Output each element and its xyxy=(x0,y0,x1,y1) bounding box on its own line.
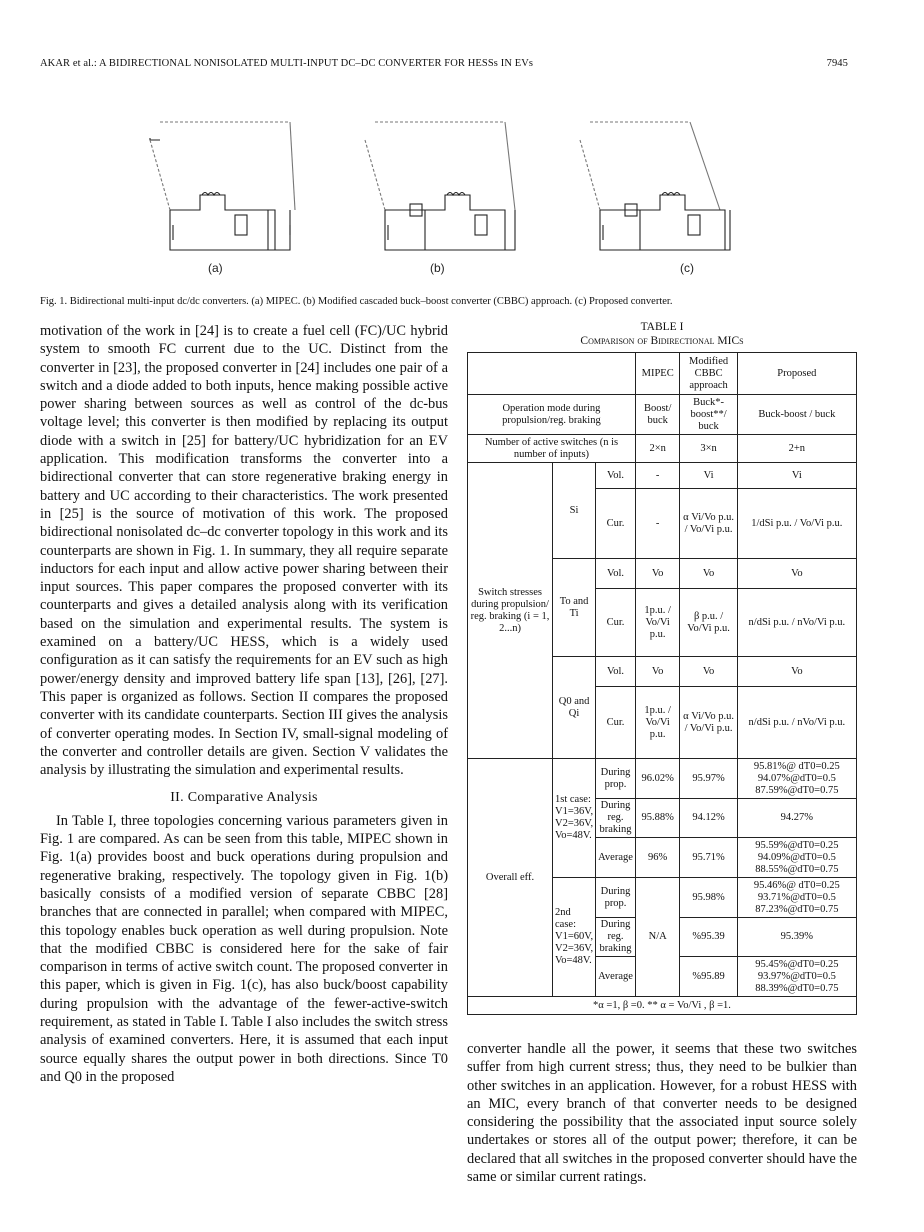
table-cell: β p.u. / Vo/Vi p.u. xyxy=(680,589,737,657)
table-cell: 95.88% xyxy=(635,799,680,838)
table-cell: Cur. xyxy=(596,489,636,559)
table-cell: 95.81%@ dT0=0.25 94.07%@dT0=0.5 87.59%@dT0=0.75 xyxy=(737,759,856,799)
right-column-text xyxy=(467,1040,857,1186)
table-cell: %95.89 xyxy=(680,957,737,997)
table-cell: 95.97% xyxy=(680,759,737,799)
table-cell: α Vi/Vo p.u. / Vo/Vi p.u. xyxy=(680,687,737,759)
table-cell: 95.59%@dT0=0.25 94.09%@dT0=0.5 88.55%@dT0=0.75 xyxy=(737,838,856,878)
paragraph-1: motivation of the work in [24] is to create a fuel cell (FC)/UC hybrid system to smooth FC current due to the UC. Distinct from the converter in [23], the proposed converter in [24] includes one pair of a switch and a diode added to both inputs, hence making possible active power sharing between sources as well as control of the dc-bus voltage level; this converter is then modified by replacing its output diode with a switch in [25] for battery/UC hybridization for an EV application. This modification transforms the converter into a bidirectional converter that can store regenerative braking energy in battery and UC according to their characteristics. The work presented in [25] is the source of motivation of this work. The proposed bidirectional nonisolated dc–dc converter topology in this work and its counterparts are shown in Fig. 1. In summary, they all require separate inductors for each input and allow active power sharing between their input sources. This paper compares the proposed converter with its counterparts and gives a detailed analysis along with its verification based on the simulation and experimental results. The system is examined on a battery/UC HESS, which is a widely used configuration as it can satisfy the requirements for an EV such as high power/energy density and improved battery life span [13], [26], [27]. This paper is organized as follows. Section II compares the proposed converter with its candidate counterparts. Section III gives the analysis of converter operating modes. In Section IV, small-signal modeling of the converter and controller details are given. Section V validates the analysis by illustrating the simulation and experimental results. xyxy=(40,323,448,779)
to-label: To and Ti xyxy=(553,559,596,657)
table-cell: Vo xyxy=(635,559,680,589)
table-cell: Boost/ buck xyxy=(635,395,680,435)
si-label: Si xyxy=(553,463,596,559)
table-cell: N/A xyxy=(635,878,680,997)
table-cell: 95.71% xyxy=(680,838,737,878)
table-cell: Vi xyxy=(737,463,856,489)
table-cell: %95.39 xyxy=(680,918,737,957)
table-footnote: *α =1, β =0. ** α = Vo/Vi , β =1. xyxy=(468,997,857,1015)
running-header xyxy=(40,58,848,69)
circuit-a xyxy=(150,122,295,250)
comparison-table xyxy=(467,352,857,1015)
paragraph-3: converter handle all the power, it seems that these two switches suffer from high current stress; thus, they need to be bulkier than other switches in an application. However, for a robust HESS with an MIC, every branch of that converter needs to be designed considering the possibility that the associated input source solely undertakes or stores all of the output power; therefore, it can be declared that all switches in the proposed converter should have the same or similar current ratings. xyxy=(467,1041,857,1186)
table-cell: 96% xyxy=(635,838,680,878)
q0-label: Q0 and Qi xyxy=(553,657,596,759)
eff-label: Overall eff. xyxy=(468,759,553,997)
table-cell: Cur. xyxy=(596,589,636,657)
table-cell: 94.27% xyxy=(737,799,856,838)
table-cell: α Vi/Vo p.u. / Vo/Vi p.u. xyxy=(680,489,737,559)
paragraph-2: In Table I, three topologies concerning various parameters given in Fig. 1 are compared. As can be seen from this table, MIPEC shown in Fig. 1(a) provides boost and buck operations during propulsion and regenerative braking, respectively. The topology given in Fig. 1(b) basically consists of a modified version of separate CBBC [28] branches that are connected in parallel; when compared with MIPEC, this topology enables buck operation as well during propulsion. Note that the modified CBBC is considered here for the sake of fair comparison in terms of active switch count. The proposed converter in this paper, which is given in Fig. 1(c), has also buck/boost capability during propulsion with the advantage of the fewer-active-switch requirement, as stated in Table I. Table I also includes the switch stress analysis of examined converters. Here, it is assumed that each input source equally shares the output power in both directions. Since T0 and Q0 in the proposed xyxy=(40,812,448,1085)
table-cell: 95.46%@ dT0=0.25 93.71%@dT0=0.5 87.23%@dT0=0.75 xyxy=(737,878,856,918)
table-cell: Average xyxy=(596,838,636,878)
figure-1-circuits xyxy=(140,100,780,280)
table-cell: Buck*- boost**/ buck xyxy=(680,395,737,435)
circuit-b xyxy=(365,122,515,250)
panel-b-label: (b) xyxy=(430,261,445,275)
table-cell: Vol. xyxy=(596,463,636,489)
col-cbbc: Modified CBBC approach xyxy=(680,353,737,395)
col-mipec: MIPEC xyxy=(635,353,680,395)
header-title: AKAR et al.: A BIDIRECTIONAL NONISOLATED MULTI-INPUT DC–DC CONVERTER FOR HESSs IN EVs xyxy=(40,58,534,69)
table-cell: During reg. braking xyxy=(596,918,636,957)
circuit-c xyxy=(580,122,730,250)
table-cell: 96.02% xyxy=(635,759,680,799)
table-cell: 3×n xyxy=(680,435,737,463)
table-cell: Vol. xyxy=(596,657,636,687)
table-cell: Vo xyxy=(635,657,680,687)
panel-a-label: (a) xyxy=(208,261,223,275)
table-cell: Vo xyxy=(737,559,856,589)
table-cell: During prop. xyxy=(596,759,636,799)
table-cell: 2×n xyxy=(635,435,680,463)
table-cell: Vi xyxy=(680,463,737,489)
table-cell: Buck-boost / buck xyxy=(737,395,856,435)
table-cell: Vo xyxy=(737,657,856,687)
table-caption xyxy=(467,320,857,348)
figure-caption: Fig. 1. Bidirectional multi-input dc/dc converters. (a) MIPEC. (b) Modified cascaded buck–boost converter (CBBC) approach. (c) Proposed converter. xyxy=(40,296,673,307)
page-number: 7945 xyxy=(826,58,848,69)
panel-c-label: (c) xyxy=(680,261,694,275)
nsw-label: Number of active switches (n is number of inputs) xyxy=(468,435,636,463)
op-mode-label: Operation mode during propulsion/reg. braking xyxy=(468,395,636,435)
section-heading: II. Comparative Analysis xyxy=(170,790,318,806)
table-cell: Average xyxy=(596,957,636,997)
table-cell: 95.98% xyxy=(680,878,737,918)
table-cell: - xyxy=(635,489,680,559)
table-title: TABLE I xyxy=(640,321,684,333)
table-cell: 95.39% xyxy=(737,918,856,957)
table-cell: Vo xyxy=(680,657,737,687)
case2-label: 2nd case: V1=60V, V2=36V, Vo=48V. xyxy=(553,878,596,997)
table-cell: Cur. xyxy=(596,687,636,759)
table-cell: During prop. xyxy=(596,878,636,918)
table-cell: 1/dSi p.u. / Vo/Vi p.u. xyxy=(737,489,856,559)
table-cell: n/dSi p.u. / nVo/Vi p.u. xyxy=(737,589,856,657)
table-cell: 95.45%@dT0=0.25 93.97%@dT0=0.5 88.39%@dT0=0.75 xyxy=(737,957,856,997)
table-cell: n/dSi p.u. / nVo/Vi p.u. xyxy=(737,687,856,759)
case1-label: 1st case: V1=36V, V2=36V, Vo=48V. xyxy=(553,759,596,878)
table-cell: Vol. xyxy=(596,559,636,589)
stress-label: Switch stresses during propulsion/ reg. braking (i = 1, 2...n) xyxy=(468,463,553,759)
table-cell: 1p.u. / Vo/Vi p.u. xyxy=(635,589,680,657)
table-subtitle: Comparison of Bidirectional MICs xyxy=(580,335,744,347)
table-cell: 1p.u. / Vo/Vi p.u. xyxy=(635,687,680,759)
table-cell: 94.12% xyxy=(680,799,737,838)
table-cell: 2+n xyxy=(737,435,856,463)
left-column xyxy=(40,322,448,1086)
table-cell: - xyxy=(635,463,680,489)
table-cell: During reg. braking xyxy=(596,799,636,838)
table-cell: Vo xyxy=(680,559,737,589)
col-proposed: Proposed xyxy=(737,353,856,395)
